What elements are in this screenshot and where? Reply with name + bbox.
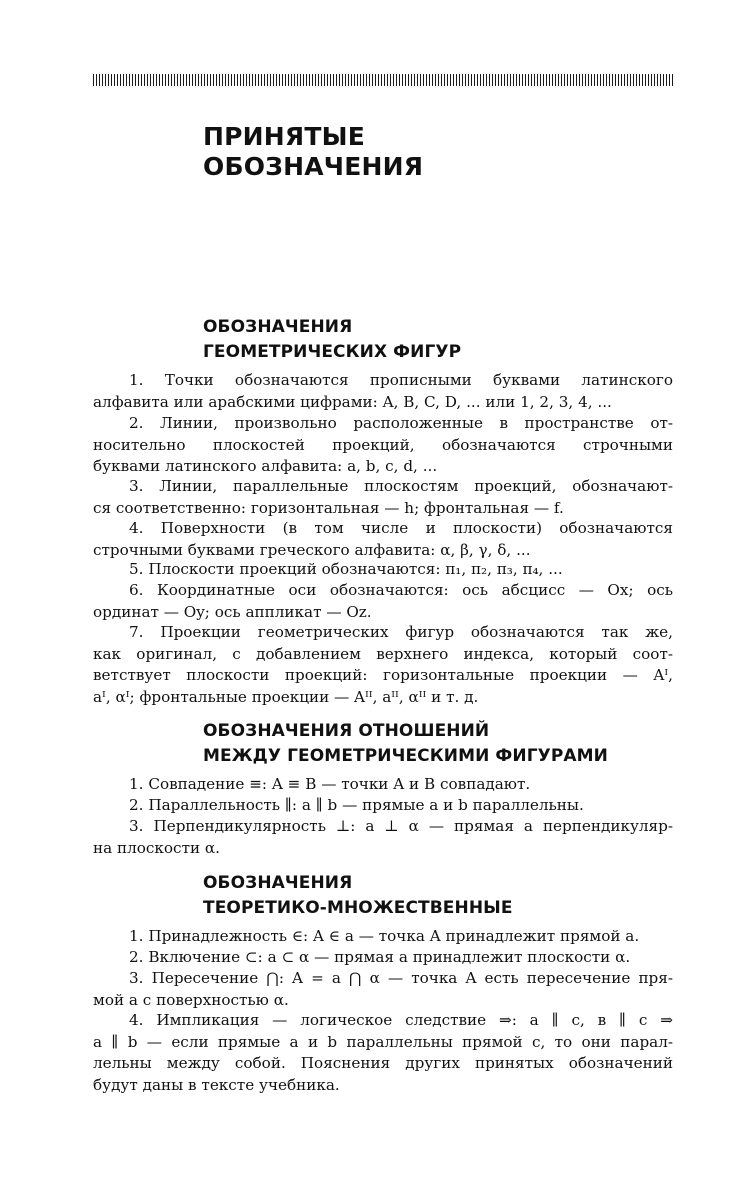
text-line: ся соответственно: горизонтальная — h; фронтальная — f. bbox=[93, 498, 564, 517]
text-line: 2. Параллельность ∥: a ∥ b — прямые a и b параллельны. bbox=[129, 796, 584, 814]
paragraph-inclusion bbox=[93, 947, 673, 969]
text-line: алфавита или арабскими цифрами: A, B, C, D, ... или 1, 2, 3, 4, ... bbox=[93, 392, 612, 411]
paragraph-intersection bbox=[93, 968, 673, 1011]
text-line: строчными буквами греческого алфавита: α, β, γ, δ, ... bbox=[93, 540, 531, 559]
text-line: aᴵ, αᴵ; фронтальные проекции — Aᴵᴵ, aᴵᴵ, αᴵᴵ и т. д. bbox=[93, 687, 479, 706]
text-line: 1. Точки обозначаются прописными буквами латинского bbox=[129, 371, 673, 389]
text-line: как оригинал, с добавлением верхнего индекса, который соот- bbox=[93, 644, 673, 663]
text-line: мой a с поверхностью α. bbox=[93, 990, 289, 1009]
section-title-line: ОБОЗНАЧЕНИЯ bbox=[203, 317, 353, 337]
section-title-relations bbox=[203, 719, 608, 769]
page-title bbox=[203, 122, 423, 182]
paragraph-axes bbox=[93, 580, 673, 623]
text-line: на плоскости α. bbox=[93, 838, 221, 857]
text-line: 1. Совпадение ≡: A ≡ B — точки A и B совпадают. bbox=[129, 775, 531, 793]
section-title-line: ОБОЗНАЧЕНИЯ bbox=[203, 873, 353, 893]
paragraph-perpendicular bbox=[93, 816, 673, 859]
text-line: носительно плоскостей проекций, обозначаются строчными bbox=[93, 435, 673, 454]
text-line: 1. Принадлежность ∈: A ∈ a — точка A принадлежит прямой a. bbox=[129, 927, 640, 945]
section-title-line: ГЕОМЕТРИЧЕСКИХ ФИГУР bbox=[203, 342, 462, 362]
text-line: 6. Координатные оси обозначаются: ось абсцисс — Ox; ось bbox=[129, 581, 673, 599]
paragraph-points bbox=[93, 370, 673, 413]
text-line: буквами латинского алфавита: a, b, c, d, ... bbox=[93, 457, 438, 475]
text-line: 3. Пересечение ⋂: A = a ⋂ α — точка A есть пересечение пря- bbox=[129, 969, 673, 987]
paragraph-membership bbox=[93, 926, 673, 948]
text-line: 3. Линии, параллельные плоскостям проекций, обозначают- bbox=[129, 477, 673, 495]
paragraph-implication bbox=[93, 1010, 673, 1096]
paragraph-coincidence bbox=[93, 774, 673, 796]
text-line: ветствует плоскости проекций: горизонтальные проекции — Aᴵ, bbox=[93, 666, 673, 684]
text-line: 2. Линии, произвольно расположенные в пространстве от- bbox=[129, 414, 673, 432]
text-line: 5. Плоскости проекций обозначаются: π₁, π₂, π₃, π₄, ... bbox=[129, 560, 563, 578]
page-title-line: ПРИНЯТЫЕ bbox=[203, 122, 365, 151]
header-rule bbox=[93, 74, 673, 86]
text-line: a ∥ b — если прямые a и b параллельны прямой c, то они парал- bbox=[93, 1032, 673, 1051]
text-line: 2. Включение ⊂: a ⊂ α — прямая a принадлежит плоскости α. bbox=[129, 948, 631, 966]
page-title-line: ОБОЗНАЧЕНИЯ bbox=[203, 152, 424, 181]
paragraph-level-lines bbox=[93, 476, 673, 519]
text-line: будут даны в тексте учебника. bbox=[93, 1075, 340, 1094]
paragraph-planes bbox=[93, 559, 673, 581]
paragraph-lines bbox=[93, 413, 673, 478]
paragraph-surfaces bbox=[93, 518, 673, 561]
text-line: 4. Поверхности (в том числе и плоскости) обозначаются bbox=[129, 519, 673, 537]
paragraph-parallel bbox=[93, 795, 673, 817]
section-title-line: ТЕОРЕТИКО-МНОЖЕСТВЕННЫЕ bbox=[203, 898, 513, 918]
text-line: 3. Перпендикулярность ⊥: a ⊥ α — прямая a перпендикуляр- bbox=[129, 817, 673, 835]
text-line: лельны между собой. Пояснения других принятых обозначений bbox=[93, 1054, 673, 1072]
section-title-line: ОБОЗНАЧЕНИЯ ОТНОШЕНИЙ bbox=[203, 721, 490, 741]
paragraph-projections bbox=[93, 622, 673, 708]
section-title-geometric-figures bbox=[203, 315, 461, 365]
text-line: ординат — Oy; ось аппликат — Oz. bbox=[93, 602, 372, 621]
section-title-line: МЕЖДУ ГЕОМЕТРИЧЕСКИМИ ФИГУРАМИ bbox=[203, 746, 609, 766]
text-line: 4. Импликация — логическое следствие ⇒: a ∥ c, в ∥ c ⇒ bbox=[129, 1011, 673, 1029]
section-title-set-theory bbox=[203, 871, 513, 921]
text-line: 7. Проекции геометрических фигур обозначаются так же, bbox=[129, 623, 673, 641]
